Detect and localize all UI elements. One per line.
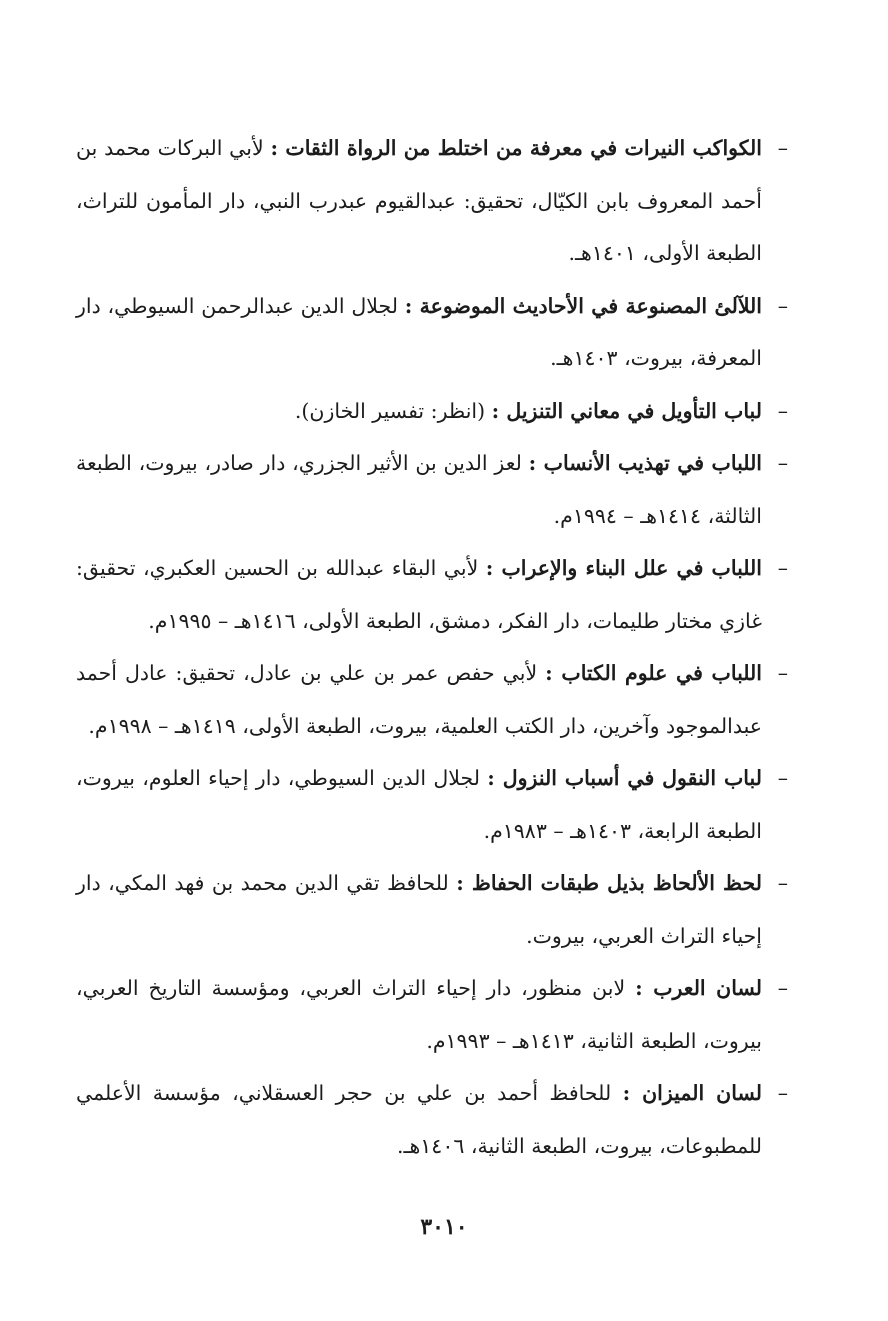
bibliography-entry [76, 280, 788, 385]
bibliography-entry [76, 647, 788, 752]
bibliography-entry [76, 962, 788, 1067]
entry-text: (انظر: تفسير الخازن). [294, 398, 492, 423]
entry-dash: – [777, 293, 788, 318]
entry-dash: – [777, 661, 788, 685]
entry-title: لحظ الألحاظ بذيل طبقات الحفاظ : [456, 871, 762, 895]
entry-dash: – [777, 556, 788, 580]
entry-dash: – [777, 766, 788, 790]
bibliography-entry [76, 752, 788, 857]
entry-title: اللباب في تهذيب الأنساب : [528, 451, 763, 475]
bibliography-entry [76, 122, 788, 280]
bibliography-entry [76, 542, 788, 647]
bibliography-entry [76, 437, 788, 542]
entry-text: لجلال الدين عبدالرحمن السيوطي، دار المعرفة، بيروت، ١٤٠٣هـ. [76, 293, 762, 370]
entry-dash: – [777, 976, 788, 1000]
entry-text: للحافظ تقي الدين محمد بن فهد المكي، دار إحياء التراث العربي، بيروت. [76, 871, 762, 948]
entry-title: اللآلئ المصنوعة في الأحاديث الموضوعة : [404, 293, 763, 318]
entry-text: لأبي البقاء عبدالله بن الحسين العكبري، تحقيق: غازي مختار طليمات، دار الفكر، دمشق، الطبعة الأولى، ١٤١٦هـ – ١٩٩٥م. [76, 556, 762, 633]
entry-title: اللباب في علل البناء والإعراب : [485, 556, 762, 580]
entry-dash: – [777, 398, 788, 423]
entry-text: للحافظ أحمد بن علي بن حجر العسقلاني، مؤسسة الأعلمي للمطبوعات، بيروت، الطبعة الثانية، ١٤٠٦هـ. [76, 1081, 762, 1158]
entry-text: لعز الدين بن الأثير الجزري، دار صادر، بيروت، الطبعة الثالثة، ١٤١٤هـ – ١٩٩٤م. [76, 451, 762, 528]
entry-dash: – [777, 1081, 788, 1105]
entry-title: لباب النقول في أسباب النزول : [487, 766, 762, 790]
entry-text: لأبي البركات محمد بن أحمد المعروف بابن الكيّال، تحقيق: عبدالقيوم عبدرب النبي، دار المأمون للتراث، الطبعة الأولى، ١٤٠١هـ. [76, 136, 762, 265]
entry-dash: – [777, 451, 788, 475]
bibliography-entry [76, 857, 788, 962]
entry-title: لباب التأويل في معاني التنزيل : [491, 398, 762, 423]
bibliography-entry [76, 385, 788, 438]
entry-text: لأبي حفص عمر بن علي بن عادل، تحقيق: عادل أحمد عبدالموجود وآخرين، دار الكتب العلمية، بيروت، الطبعة الأولى، ١٤١٩هـ – ١٩٩٨م. [76, 661, 762, 738]
entry-title: اللباب في علوم الكتاب : [545, 661, 762, 685]
bibliography-list [76, 122, 788, 1172]
entry-dash: – [777, 871, 788, 895]
entry-text: لابن منظور، دار إحياء التراث العربي، ومؤسسة التاريخ العربي، بيروت، الطبعة الثانية، ١٤١٣هـ – ١٩٩٣م. [76, 976, 762, 1053]
entry-title: لسان العرب : [635, 976, 762, 1000]
bibliography-entry [76, 1067, 788, 1172]
page-number: ٣٠١٠ [420, 1214, 468, 1240]
entry-dash: – [777, 136, 788, 160]
entry-title: الكواكب النيرات في معرفة من اختلط من الرواة الثقات : [270, 136, 762, 160]
entry-title: لسان الميزان : [622, 1081, 762, 1105]
entry-text: لجلال الدين السيوطي، دار إحياء العلوم، بيروت، الطبعة الرابعة، ١٤٠٣هـ – ١٩٨٣م. [76, 766, 762, 843]
